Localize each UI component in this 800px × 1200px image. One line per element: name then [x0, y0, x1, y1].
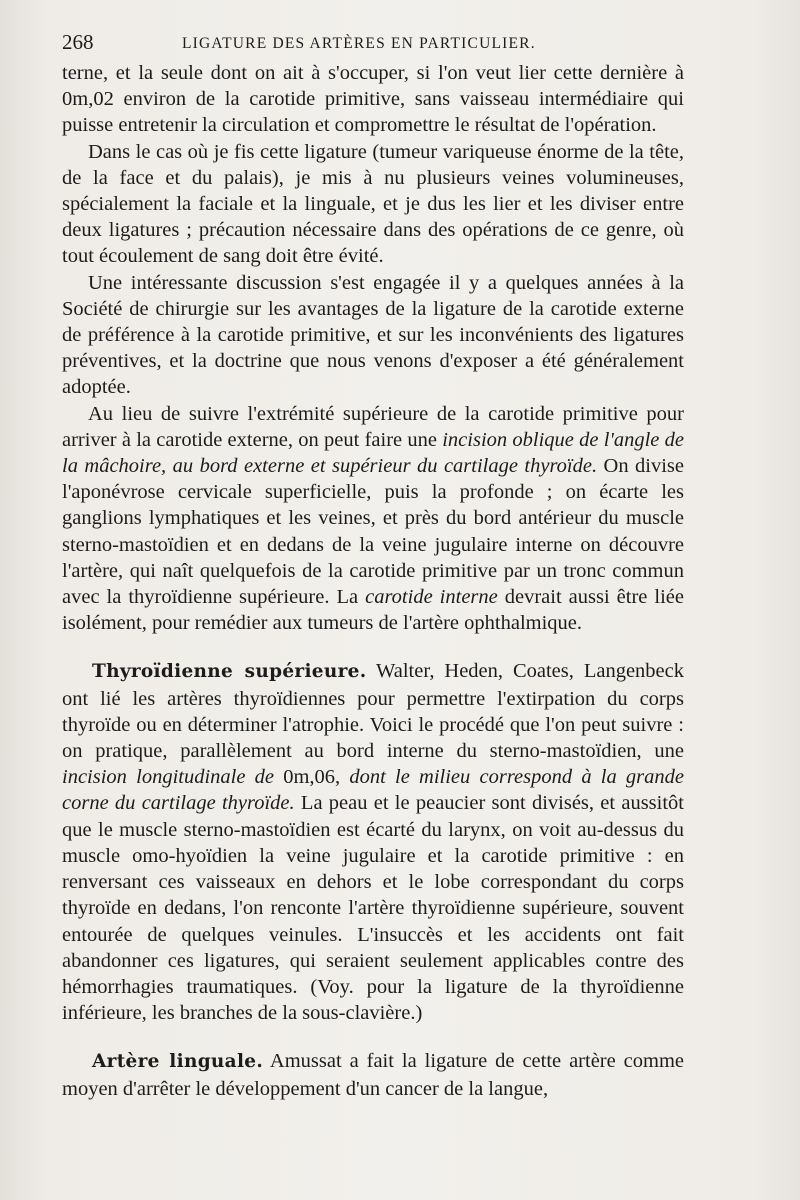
- text-run: devrait aussi être liée isolément, pour remédier aux tumeurs de l'artère ophthalmique.: [62, 586, 684, 635]
- paragraph-continuation: terne, et la seule dont on ait à s'occuper, si l'on veut lier cette dernière à 0m,02 environ de la carotide primitive, sans vaisseau intermédiaire qui puisse entretenir la circulation et compromettre le résultat de l'opération.: [62, 62, 684, 137]
- text-run: La peau et le peaucier sont divisés, et aussitôt que le muscle sterno-mastoïdien est écarté du larynx, on voit au-dessus du muscle omo-hyoïdien la veine jugulaire et la carotide primitive : en renversant ces vaisseaux en dehors et le lobe correspondant du corps thyroïde en dedans, l'on renconte l'artère thyroïdienne supérieure, souvent entourée de quelques veinules. L'insuccès et les accidents ont fait abandonner ces ligatures, qui seraient seulement applicables contre des hémorrhagies traumatiques. (Voy. pour la ligature de la thyroïdienne inférieure, les branches de la sous-clavière.): [62, 792, 684, 1025]
- page-number: 268: [62, 30, 94, 54]
- section-gap: [62, 1026, 684, 1048]
- paragraph-incision-oblique: [62, 401, 684, 637]
- section-artere-linguale: [62, 1048, 684, 1101]
- page-header: [62, 30, 682, 58]
- italic-term: incision longitudinale de: [62, 766, 275, 789]
- text-run: 0m,06,: [274, 766, 350, 789]
- section-thyroidienne-superieure: [62, 658, 684, 1026]
- section-heading: Thyroïdienne supérieure.: [92, 661, 367, 683]
- running-head: LIGATURE DES ARTÈRES EN PARTICULIER.: [182, 35, 536, 52]
- paragraph-tumeur-variqueuse: Dans le cas où je fis cette ligature (tumeur variqueuse énorme de la tête, de la face et du palais), je mis à nu plusieurs veines volumineuses, spécialement la faciale et la linguale, et je dus les lier et les diviser entre deux ligatures ; précaution nécessaire dans des opérations de ce genre, où tout écoulement de sang doit être évité.: [62, 140, 684, 268]
- paragraph-societe-chirurgie: Une intéressante discussion s'est engagée il y a quelques années à la Société de chirurgie sur les avantages de la ligature de la carotide externe de préférence à la carotide primitive, et sur les inconvénients des ligatures préventives, et la doctrine que nous venons d'exposer a été généralement adoptée.: [62, 271, 684, 399]
- italic-term: carotide interne: [365, 586, 498, 609]
- italic-term: incision oblique de l'angle de la mâchoire, au bord externe et supérieur du cartilage thyroïde.: [62, 428, 684, 478]
- section-heading: Artère linguale.: [92, 1051, 264, 1073]
- body-text: [62, 60, 684, 1102]
- text-run: On divise l'aponévrose cervicale superficielle, puis la profonde ; on écarte les ganglions lymphatiques et les veines, et près du bord antérieur du muscle sterno-mastoïdien et en dedans de la veine jugulaire interne on découvre l'artère, qui naît quelquefois de la carotide primitive par un tronc commun avec la thyroïdienne supérieure. La: [62, 455, 684, 609]
- text-run: Amussat a fait la ligature de cette artère comme moyen d'arrêter le développement d'un cancer de la langue,: [62, 1050, 684, 1100]
- text-run: Au lieu de suivre l'extrémité supérieure de la carotide primitive pour arriver à la carotide externe, on peut faire une: [62, 402, 684, 451]
- italic-term: dont le milieu correspond à la grande corne du cartilage thyroïde.: [62, 766, 685, 815]
- text-run: Walter, Heden, Coates, Langenbeck ont lié les artères thyroïdiennes pour permettre l'extirpation du corps thyroïde ou en déterminer l'atrophie. Voici le procédé que l'on peut suivre : on pratique, parallèlement au bord interne du sterno-mastoïdien, une: [62, 660, 684, 763]
- section-gap: [62, 636, 684, 658]
